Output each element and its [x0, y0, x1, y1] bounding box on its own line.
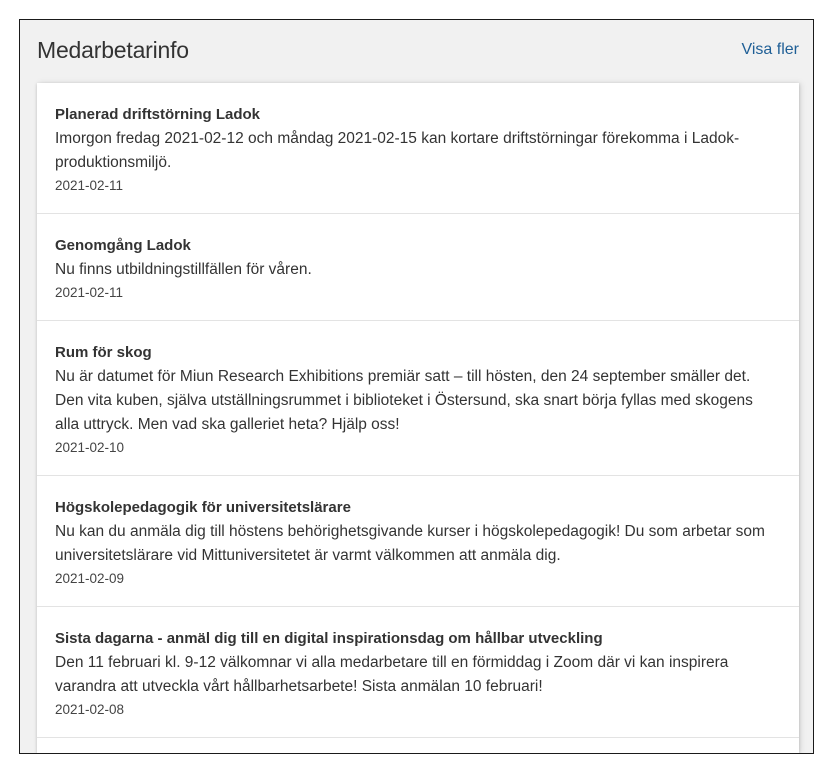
news-item-text: Nu finns utbildningstillfällen för våren. [55, 261, 312, 278]
news-item-title[interactable]: Rum för skog [55, 344, 152, 361]
news-item-date: 2021-02-11 [55, 178, 124, 193]
news-item-text: Nu kan du anmäla dig till höstens behörighetsgivande kurser i högskolepedagogik! Du som arbetar som universitetslärare vid Mittuniversitetet är varmt välkommen att anmäla dig. [55, 523, 765, 564]
widget-title: Medarbetarinfo [37, 37, 189, 63]
news-item[interactable] [37, 214, 799, 321]
news-item[interactable] [37, 83, 799, 214]
medarbetarinfo-widget [19, 19, 814, 754]
show-more-link[interactable]: Visa fler [741, 41, 799, 58]
news-item-text: Den 11 februari kl. 9-12 välkomnar vi alla medarbetare till en förmiddag i Zoom där vi kan inspirera varandra att utveckla vårt hållbarhetsarbete! Sista anmälan 10 februari! [55, 654, 729, 695]
news-item-date: 2021-02-09 [55, 571, 125, 586]
news-item-text: Imorgon fredag 2021-02-12 och måndag 2021-02-15 kan kortare driftstörningar förekomma i Ladok-produktionsmiljö. [55, 130, 740, 171]
news-item-title[interactable]: Planerad driftstörning Ladok [55, 106, 261, 123]
news-list [37, 83, 799, 753]
news-item-title[interactable]: Högskolepedagogik för universitetslärare [55, 499, 351, 516]
news-item-date: 2021-02-11 [55, 285, 124, 300]
news-item-title[interactable]: Genomgång Ladok [55, 237, 191, 254]
news-item[interactable] [37, 476, 799, 607]
news-item-date: 2021-02-08 [55, 702, 125, 717]
news-item[interactable] [37, 607, 799, 738]
news-item-text: Nu är datumet för Miun Research Exhibitions premiär satt – till hösten, den 24 september smäller det. Den vita kuben, själva utställningsrummet i biblioteket i Östersund, ska snart börja fyllas med skogens alla uttryck. Men vad ska galleriet heta? Hjälp oss! [55, 368, 753, 433]
news-item[interactable] [37, 321, 799, 476]
news-item-title[interactable]: Sista dagarna - anmäl dig till en digital inspirationsdag om hållbar utveckling [55, 630, 603, 647]
news-item-date: 2021-02-10 [55, 440, 125, 455]
widget-header [20, 20, 813, 82]
